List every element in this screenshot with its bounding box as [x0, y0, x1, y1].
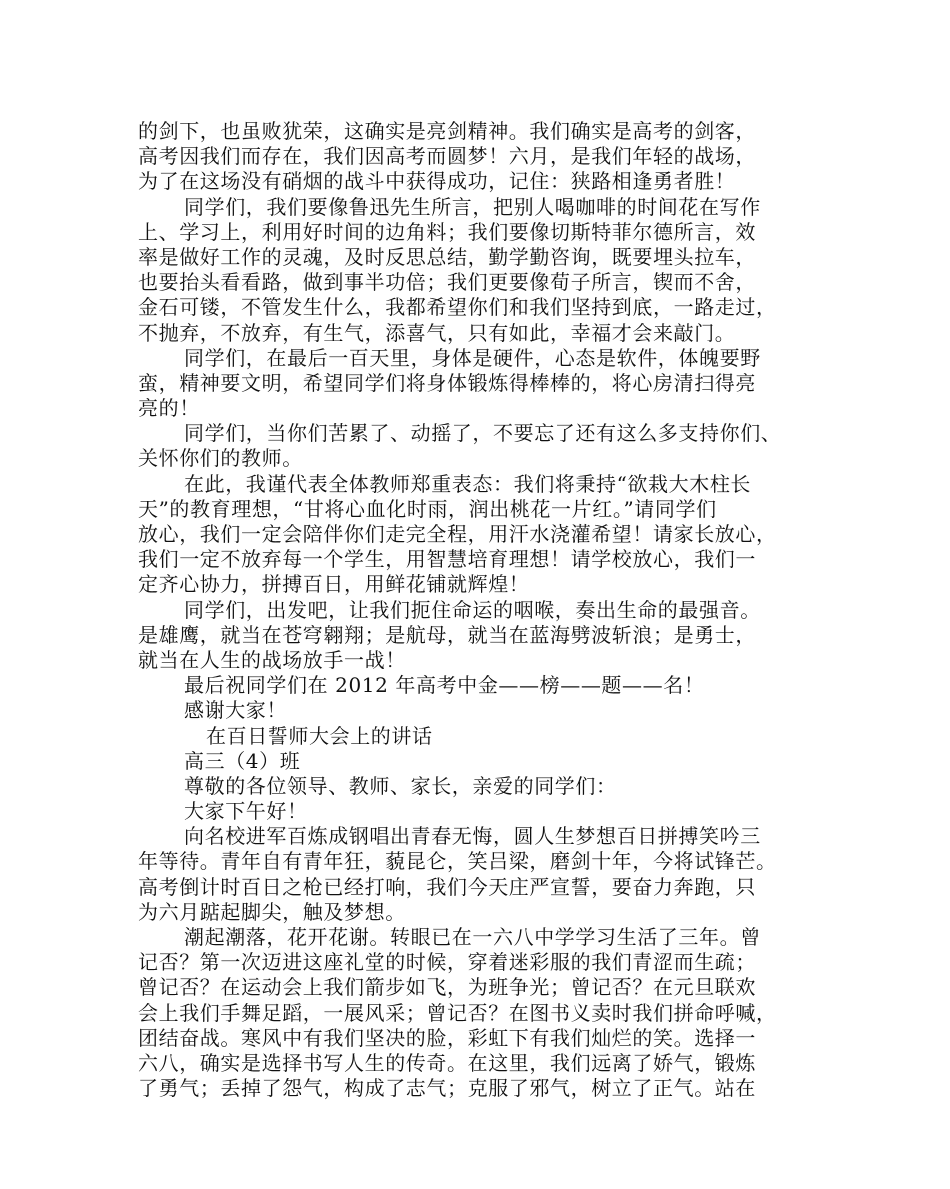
class-name: 高三（4）班 — [184, 748, 301, 773]
text-line: 了勇气；丢掉了怨气，构成了志气；克服了邪气，树立了正气。站在 — [138, 1076, 756, 1101]
salutation: 尊敬的各位领导、教师、家长，亲爱的同学们： — [184, 773, 617, 798]
text-line: 上、学习上，利用好时间的边角料；我们要像切斯特菲尔德所言，效 — [138, 219, 756, 244]
text-line: 六八，确实是选择书写人生的传奇。在这里，我们远离了娇气，锻炼 — [138, 1050, 756, 1075]
text-line: 率是做好工作的灵魂，及时反思总结，勤学勤咨询，既要埋头拉车， — [138, 244, 756, 269]
text-line: 曾记否？在运动会上我们箭步如飞，为班争光；曾记否？在元旦联欢 — [138, 975, 756, 1000]
text-line: 就当在人生的战场放手一战！ — [138, 647, 406, 672]
text-line: 天”的教育理想，“甘将心血化时雨，润出桃花一片红。”请同学们 — [138, 496, 717, 521]
thanks-line: 感谢大家！ — [184, 698, 287, 723]
text-line: 高考因我们而存在，我们因高考而圆梦！六月，是我们年轻的战场， — [138, 144, 756, 169]
paragraph-start-line: 潮起潮落，花开花谢。转眼已在一六八中学学习生活了三年。曾 — [184, 925, 761, 949]
paragraph-start-line: 同学们，在最后一百天里，身体是硬件，心态是软件，体魄要野 — [184, 345, 761, 370]
text-line: 是雄鹰，就当在苍穹翱翔；是航母，就当在蓝海劈波斩浪；是勇士， — [138, 622, 756, 647]
closing-wish-line: 最后祝同学们在 2012 年高考中金——榜——题——名！ — [184, 673, 705, 698]
text-line: 放心，我们一定会陪伴你们走完全程，用汗水浇灌希望！请家长放心， — [138, 522, 777, 546]
text-line: 我们一定不放弃每一个学生，用智慧培育理想！请学校放心，我们一 — [138, 547, 756, 572]
text-line: 为六月踮起脚尖，触及梦想。 — [138, 899, 406, 924]
text-line: 关怀你们的教师。 — [138, 446, 303, 471]
text-line: 的剑下，也虽败犹荣，这确实是亮剑精神。我们确实是高考的剑客， — [138, 119, 756, 143]
text-line: 高考倒计时百日之枪已经打响，我们今天庄严宣誓，要奋力奔跑，只 — [138, 874, 756, 899]
text-line: 团结奋战。寒风中有我们坚决的脸，彩虹下有我们灿烂的笑。选择一 — [138, 1025, 756, 1050]
paragraph-start-line: 在此，我谨代表全体教师郑重表态：我们将秉持“欲栽大木柱长 — [184, 471, 752, 496]
text-line: 为了在这场没有硝烟的战斗中获得成功，记住：狭路相逢勇者胜！ — [138, 169, 736, 194]
paragraph-start-line: 同学们，当你们苦累了、动摇了，不要忘了还有这么多支持你们、 — [184, 421, 782, 446]
speech-title: 在百日誓师大会上的讲话 — [206, 723, 433, 748]
text-line: 也要抬头看看路，做到事半功倍；我们更要像荀子所言，锲而不舍， — [138, 270, 756, 295]
text-line: 年等待。青年自有青年狂，藐昆仑，笑吕梁，磨剑十年，今将试锋芒。 — [138, 849, 777, 874]
paragraph-start-line: 同学们，我们要像鲁迅先生所言，把别人喝咖啡的时间花在写作 — [184, 194, 761, 219]
text-line: 金石可镂，不管发生什么，我都希望你们和我们坚持到底，一路走过， — [138, 295, 777, 320]
text-line: 会上我们手舞足蹈，一展风采；曾记否？在图书义卖时我们拼命呼喊， — [138, 1000, 777, 1025]
text-line: 记否？第一次迈进这座礼堂的时候，穿着迷彩服的我们青涩而生疏； — [138, 950, 756, 975]
text-line: 亮的！ — [138, 396, 200, 421]
paragraph-start-line: 向名校进军百炼成钢唱出青春无悔，圆人生梦想百日拼搏笑吟三 — [184, 824, 761, 849]
paragraph-start-line: 同学们，出发吧，让我们扼住命运的咽喉，奏出生命的最强音。 — [184, 597, 761, 622]
text-line: 蛮，精神要文明，希望同学们将身体锻炼得棒棒的，将心房清扫得亮 — [138, 370, 756, 395]
speech-text — [138, 119, 828, 1101]
greeting: 大家下午好！ — [184, 799, 308, 824]
text-line: 定齐心协力，拼搏百日，用鲜花铺就辉煌！ — [138, 572, 530, 597]
text-line: 不抛弃，不放弃，有生气，添喜气，只有如此，幸福才会来敲门。 — [138, 320, 736, 345]
